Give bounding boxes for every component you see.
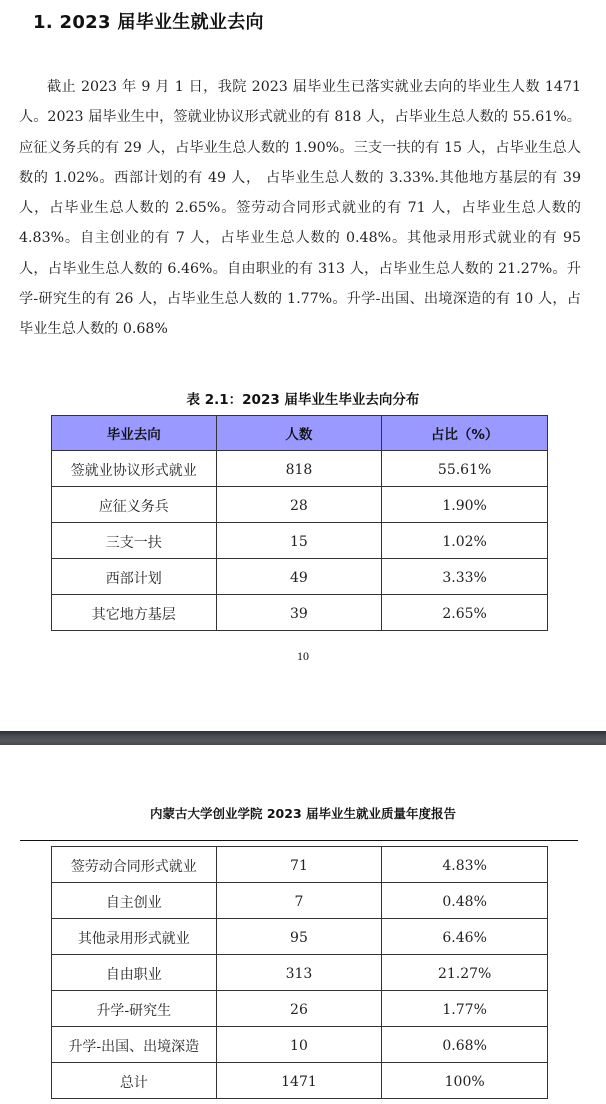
cell-destination: 其它地方基层 — [52, 595, 217, 631]
cell-total-label: 总计 — [52, 1063, 217, 1099]
cell-total-percentage: 100% — [382, 1063, 548, 1099]
cell-count: 7 — [216, 883, 382, 919]
cell-destination: 升学-出国、出境深造 — [52, 1027, 217, 1063]
cell-count: 39 — [216, 595, 382, 631]
table-row — [52, 1027, 548, 1063]
cell-destination: 自由职业 — [52, 955, 217, 991]
body-paragraph — [19, 72, 581, 345]
page-number: 10 — [297, 649, 309, 663]
cell-count: 15 — [216, 523, 382, 559]
cell-destination: 自主创业 — [52, 883, 217, 919]
cell-percentage: 3.33% — [382, 559, 548, 595]
cell-count: 71 — [216, 847, 382, 883]
cell-percentage: 4.83% — [382, 847, 548, 883]
cell-count: 10 — [216, 1027, 382, 1063]
cell-percentage: 55.61% — [382, 451, 548, 487]
table-row — [52, 451, 548, 487]
cell-percentage: 0.68% — [382, 1027, 548, 1063]
cell-percentage: 21.27% — [382, 955, 548, 991]
header-rule — [20, 840, 578, 841]
cell-count: 26 — [216, 991, 382, 1027]
cell-count: 28 — [216, 487, 382, 523]
cell-destination: 签就业协议形式就业 — [52, 451, 217, 487]
column-header-count: 人数 — [216, 416, 382, 451]
section-title: 1. 2023 届毕业生就业去向 — [33, 12, 264, 33]
document-page-2 — [0, 745, 606, 1104]
cell-destination: 三支一扶 — [52, 523, 217, 559]
table-row — [52, 487, 548, 523]
cell-percentage: 1.77% — [382, 991, 548, 1027]
table-row — [52, 559, 548, 595]
table-row — [52, 883, 548, 919]
destination-table-part-1 — [51, 415, 548, 631]
cell-percentage: 6.46% — [382, 919, 548, 955]
cell-destination: 西部计划 — [52, 559, 217, 595]
cell-percentage: 1.02% — [382, 523, 548, 559]
running-header: 内蒙古大学创业学院 2023 届毕业生就业质量年度报告 — [150, 806, 456, 821]
table-caption: 表 2.1：2023 届毕业生毕业去向分布 — [186, 392, 420, 408]
cell-count: 313 — [216, 955, 382, 991]
cell-destination: 升学-研究生 — [52, 991, 217, 1027]
cell-count: 818 — [216, 451, 382, 487]
destination-table-part-2 — [51, 846, 548, 1099]
cell-destination: 签劳动合同形式就业 — [52, 847, 217, 883]
cell-total-count: 1471 — [216, 1063, 382, 1099]
page-separator — [0, 731, 606, 745]
table-header-row — [52, 416, 548, 451]
cell-count: 49 — [216, 559, 382, 595]
column-header-destination: 毕业去向 — [52, 416, 217, 451]
table-row — [52, 955, 548, 991]
cell-percentage: 2.65% — [382, 595, 548, 631]
cell-destination: 应征义务兵 — [52, 487, 217, 523]
table-row — [52, 847, 548, 883]
paragraph-text: 截止 2023 年 9 月 1 日，我院 2023 届毕业生已落实就业去向的毕业生人数 1471 人。2023 届毕业生中，签就业协议形式就业的有 818 人，占毕业生总人数的 55.61%。应征义务兵的有 29 人，占毕业生总人数的 1.90%。三支一扶的有 15 人，占毕业生总人数的 1.02%。西部计划的有 49 人， 占毕业生总人数的 3.33%.其他地方基层的有 39 人，占毕业生总人数的 2.65%。签劳动合同形式就业的有 71 人，占毕业生总人数的 4.83%。自主创业的有 7 人，占毕业生总人数的 0.48%。其他录用形式就业的有 95 人，占毕业生总人数的 6.46%。自由职业的有 313 人，占毕业生总人数的 21.27%。升学-研究生的有 26 人，占毕业生总人数的 1.77%。升学-出国、出境深造的有 10 人，占毕业生总人数的 0.68% — [19, 79, 581, 338]
cell-percentage: 1.90% — [382, 487, 548, 523]
cell-count: 95 — [216, 919, 382, 955]
table-total-row — [52, 1063, 548, 1099]
column-header-percentage: 占比（%） — [382, 416, 548, 451]
table-row — [52, 523, 548, 559]
cell-destination: 其他录用形式就业 — [52, 919, 217, 955]
cell-percentage: 0.48% — [382, 883, 548, 919]
table-row — [52, 919, 548, 955]
table-row — [52, 991, 548, 1027]
table-row — [52, 595, 548, 631]
